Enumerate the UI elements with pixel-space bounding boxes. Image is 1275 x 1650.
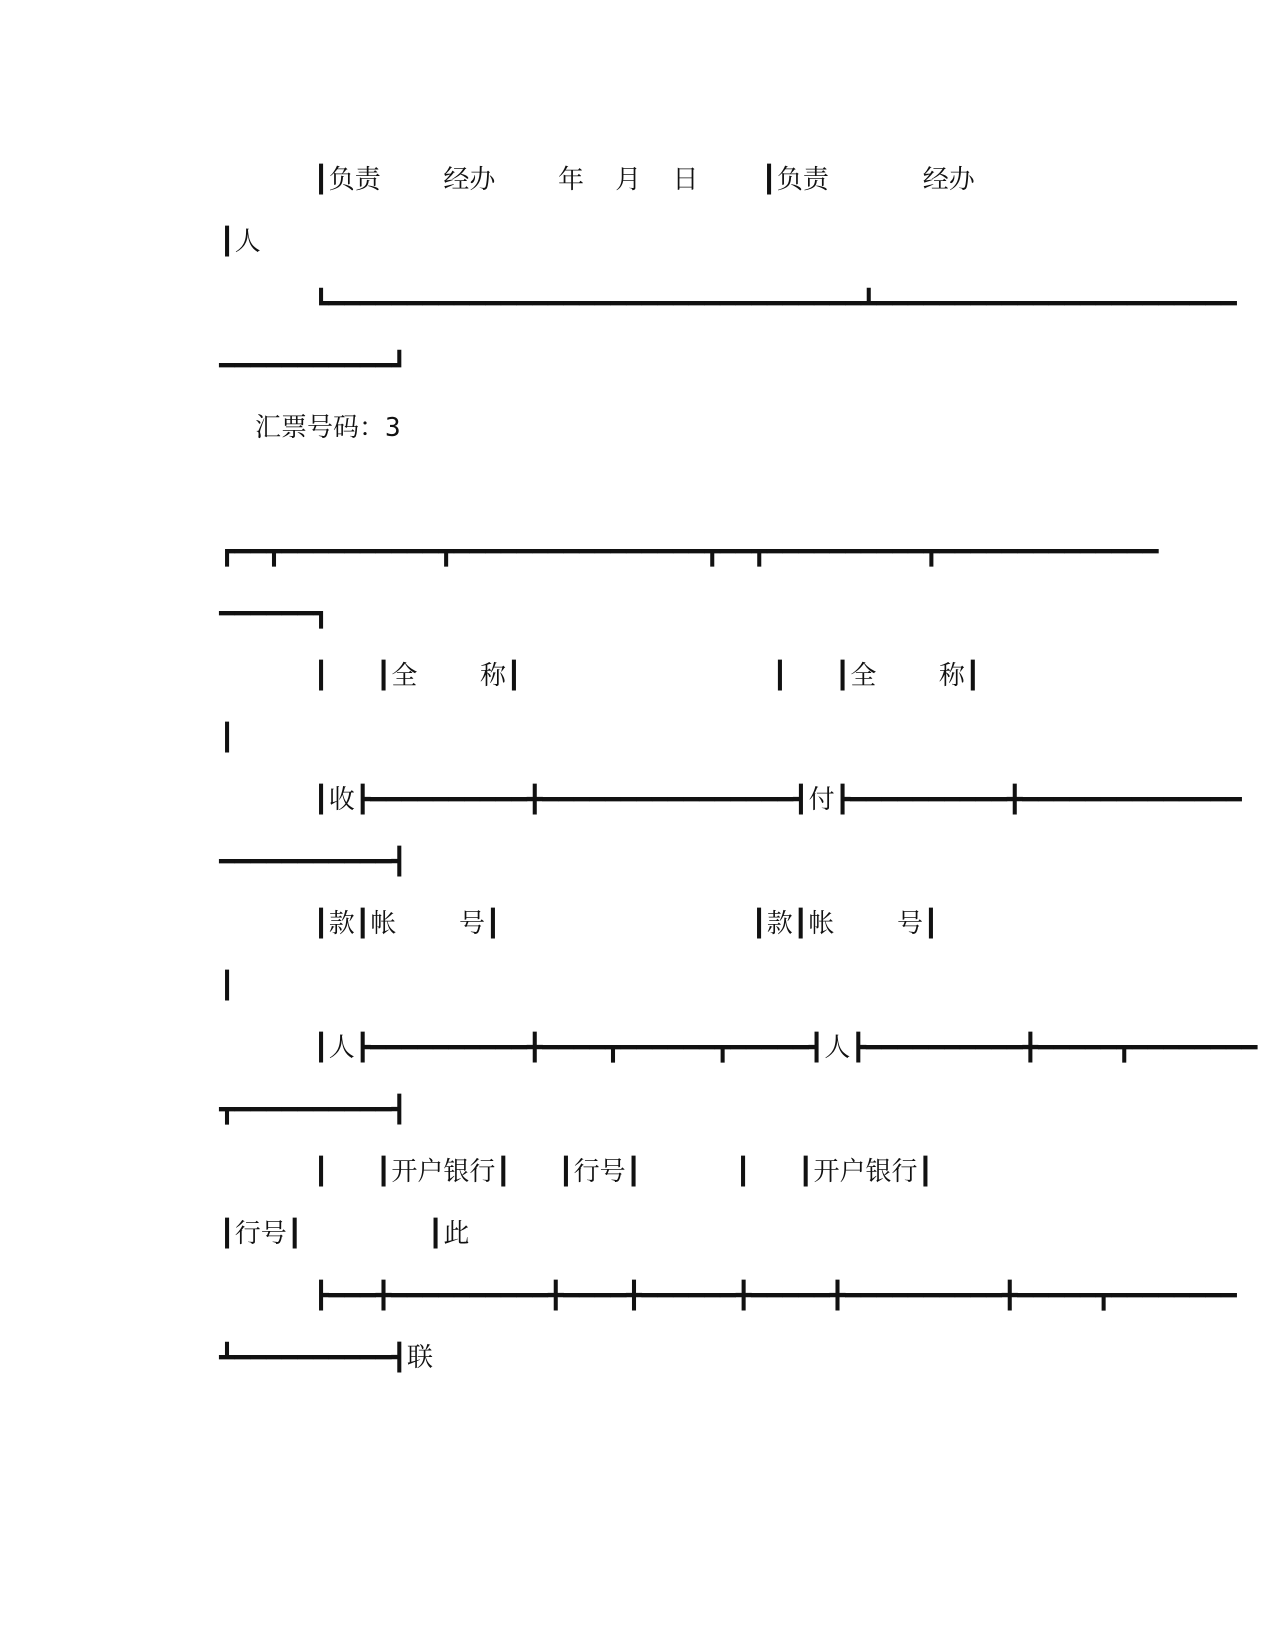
table-top-border-cont: ━━━━━━┓	[0, 599, 329, 629]
table-top-border: ┏━━┳━━━━━━━━━━┳━━━━━━━━━━━━━━━━┳━━┳━━━━━━━━━━┳━━━━━━━━━━━━━━	[0, 537, 1159, 567]
sign-row-2: ┃人	[0, 227, 261, 257]
account-row-cont: ┃	[0, 971, 235, 1001]
full-name-row: ┃ ┃全 称┃ ┃ ┃全 称┃	[0, 661, 981, 691]
person-divider: ┃人┣━━━━━━━━━━╋━━━━┳━━━━━━┳━━━━━┫人┣━━━━━━━━━━╋━━━━━┳━━━━━━━━	[0, 1033, 1258, 1063]
payee-divider: ┃收┣━━━━━━━━━━╋━━━━━━━━━━━━━━━━┫付┣━━━━━━━━━━╋━━━━━━━━━━━━━━	[0, 785, 1242, 815]
account-row: ┃款┃帐 号┃ ┃款┃帐 号┃	[0, 909, 939, 939]
bank-divider-cont: ┻━━━━━━━━━━┫联	[0, 1343, 433, 1373]
sign-row-1: ┃负责 经办 年 月 日 ┃负责 经办	[0, 165, 975, 195]
table-bottom-border-cont: ━━━━━━━━━━━┛	[0, 351, 407, 381]
full-name-row-cont: ┃	[0, 723, 235, 753]
person-divider-cont: ┳━━━━━━━━━━┫	[0, 1095, 407, 1125]
bank-row-cont: ┃行号┃ ┃此	[0, 1219, 470, 1249]
table-bottom-border: ┗━━━━━━━━━━━━━━━━━━━━━━━━━━━━━━━━━━┻━━━━━━━━━━━━━━━━━━━━━━━	[0, 289, 1237, 319]
payee-divider-cont: ━━━━━━━━━━━┫	[0, 847, 407, 877]
bank-row: ┃ ┃开户银行┃ ┃行号┃ ┃ ┃开户银行┃	[0, 1157, 934, 1187]
draft-number: 汇票号码：3	[255, 413, 401, 443]
bank-divider: ┣━━━╋━━━━━━━━━━╋━━━━╋━━━━━━╋━━━━━╋━━━━━━━━━━╋━━━━━┳━━━━━━━━	[0, 1281, 1237, 1311]
